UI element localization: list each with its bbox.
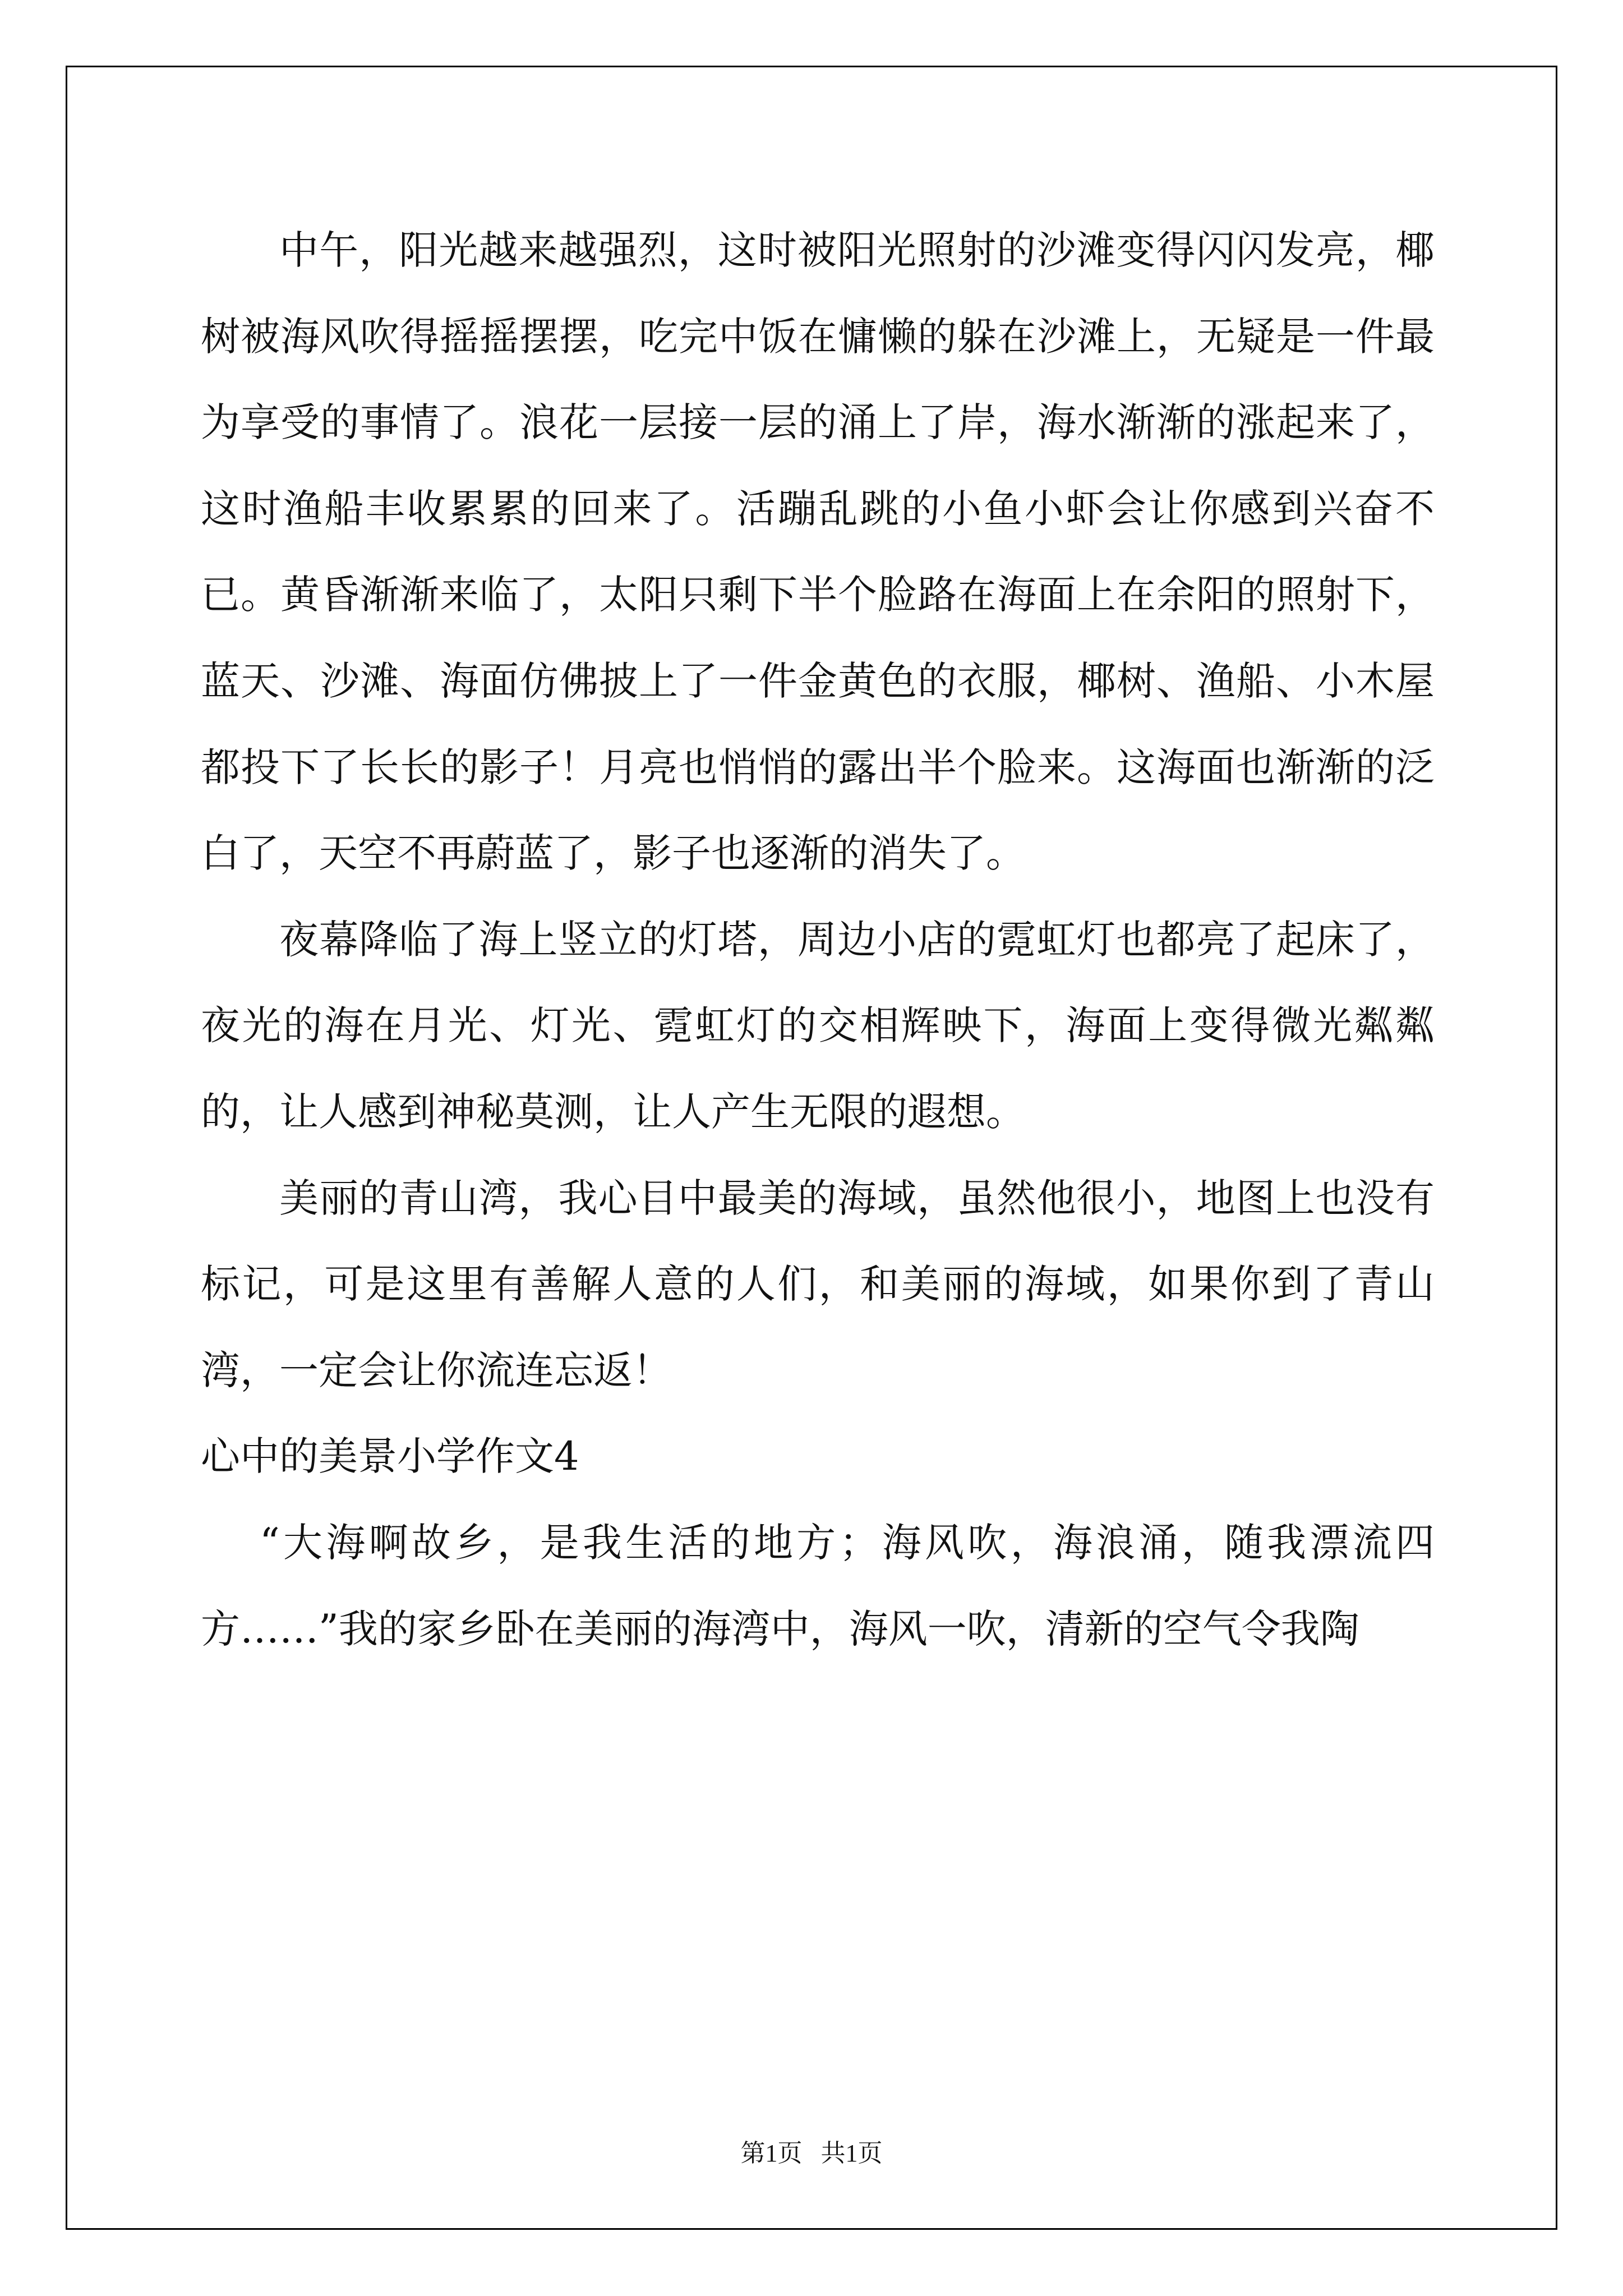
paragraph-night-lighthouse: 夜幕降临了海上竖立的灯塔，周边小店的霓虹灯也都亮了起床了，夜光的海在月光、灯光、霓虹灯的交相辉映下，海面上变得微光粼粼的，让人感到神秘莫测，让人产生无限的遐想。 [201,916,1435,1135]
document-body [201,208,1435,1672]
paragraph-sea-hometown: “大海啊故乡，是我生活的地方；海风吹，海浪涌，随我漂流四方……”我的家乡卧在美丽的海湾中，海风一吹，清新的空气令我陶 [201,1519,1435,1652]
paragraph-qingshan-bay: 美丽的青山湾，我心目中最美的海域，虽然他很小，地图上也没有标记，可是这里有善解人意的人们，和美丽的海域，如果你到了青山湾，一定会让你流连忘返！ [201,1175,1435,1393]
essay-heading: 心中的美景小学作文4 [201,1433,579,1480]
page-footer: 第1页 共1页 [740,2139,883,2167]
paragraph-noon-beach: 中午，阳光越来越强烈，这时被阳光照射的沙滩变得闪闪发亮，椰树被海风吹得摇摇摆摆，吃完中饭在慵懒的躲在沙滩上，无疑是一件最为享受的事情了。浪花一层接一层的涌上了岸，海水渐渐的涨起来了，这时渔船丰收累累的回来了。活蹦乱跳的小鱼小虾会让你感到兴奋不已。黄昏渐渐来临了，太阳只剩下半个脸路在海面上在余阳的照射下，蓝天、沙滩、海面仿佛披上了一件金黄色的衣服，椰树、渔船、小木屋都投下了长长的影子！月亮也悄悄的露出半个脸来。这海面也渐渐的泛白了，天空不再蔚蓝了，影子也逐渐的消失了。 [201,227,1435,877]
